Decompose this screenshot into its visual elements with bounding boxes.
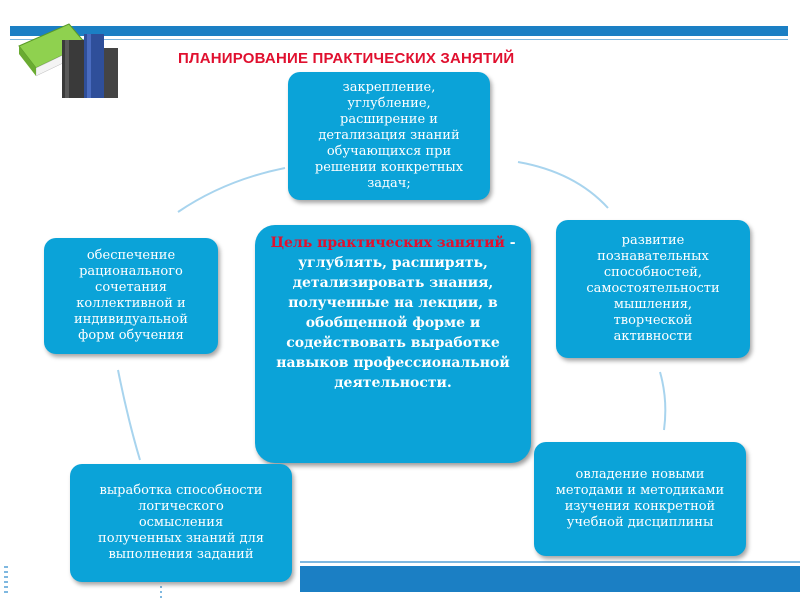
- box-bottom-right-line: методами и методиками: [555, 483, 725, 498]
- box-top: [288, 72, 490, 200]
- box-top-line: решении конкретных: [314, 160, 464, 175]
- box-right-line: мышления,: [613, 297, 693, 312]
- goal-text: - углублять, расширять, детализировать знания, полученные на лекции, в обобщенной форме и содействовать выработке навыков профессиональной деятельности.: [276, 235, 516, 391]
- box-right-line: самостоятельности: [586, 281, 720, 296]
- box-bottom-right-line: овладение новыми: [575, 467, 705, 482]
- box-top-line: углубление,: [347, 96, 431, 111]
- box-right-line: способностей,: [603, 265, 703, 280]
- box-left-line: индивидуальной: [74, 312, 188, 327]
- box-right-text: [586, 233, 719, 345]
- box-left-line: обеспечение: [86, 248, 176, 263]
- box-left: [44, 238, 218, 354]
- box-left-line: сочетания: [95, 280, 167, 295]
- box-top-line: закрепление,: [342, 80, 436, 95]
- box-top-line: задач;: [367, 176, 411, 191]
- box-bottom-right-text: [556, 467, 724, 531]
- box-top-text: [315, 80, 463, 192]
- box-bottom-left-text: [98, 483, 264, 563]
- page-title: ПЛАНИРОВАНИЕ ПРАКТИЧЕСКИХ ЗАНЯТИЙ: [178, 50, 515, 67]
- box-left-line: форм обучения: [78, 328, 184, 343]
- box-bottom-left-line: логического: [138, 499, 224, 514]
- box-left-text: [74, 248, 188, 344]
- box-bottom-left-line: выполнения заданий: [108, 547, 254, 562]
- box-right-line: активности: [613, 329, 693, 344]
- center-goal-box: [255, 225, 531, 463]
- goal-label: Цель практических занятий: [270, 235, 505, 251]
- box-bottom-right: [534, 442, 746, 556]
- box-right-line: развитие: [621, 233, 685, 248]
- box-bottom-left: [70, 464, 292, 582]
- box-bottom-left-line: выработка способности: [99, 483, 263, 498]
- box-top-line: расширение и: [340, 112, 438, 127]
- box-bottom-left-line: осмысления: [138, 515, 224, 530]
- box-top-line: детализация знаний: [318, 128, 460, 143]
- box-right-line: познавательных: [597, 249, 709, 264]
- box-right: [556, 220, 750, 358]
- box-top-line: обучающихся при: [326, 144, 452, 159]
- box-bottom-left-line: полученных знаний для: [98, 531, 264, 546]
- box-right-line: творческой: [613, 313, 693, 328]
- box-left-line: коллективной и: [76, 296, 186, 311]
- box-left-line: рационального: [79, 264, 183, 279]
- box-bottom-right-line: изучения конкретной: [564, 499, 716, 514]
- box-bottom-right-line: учебной дисциплины: [566, 515, 714, 530]
